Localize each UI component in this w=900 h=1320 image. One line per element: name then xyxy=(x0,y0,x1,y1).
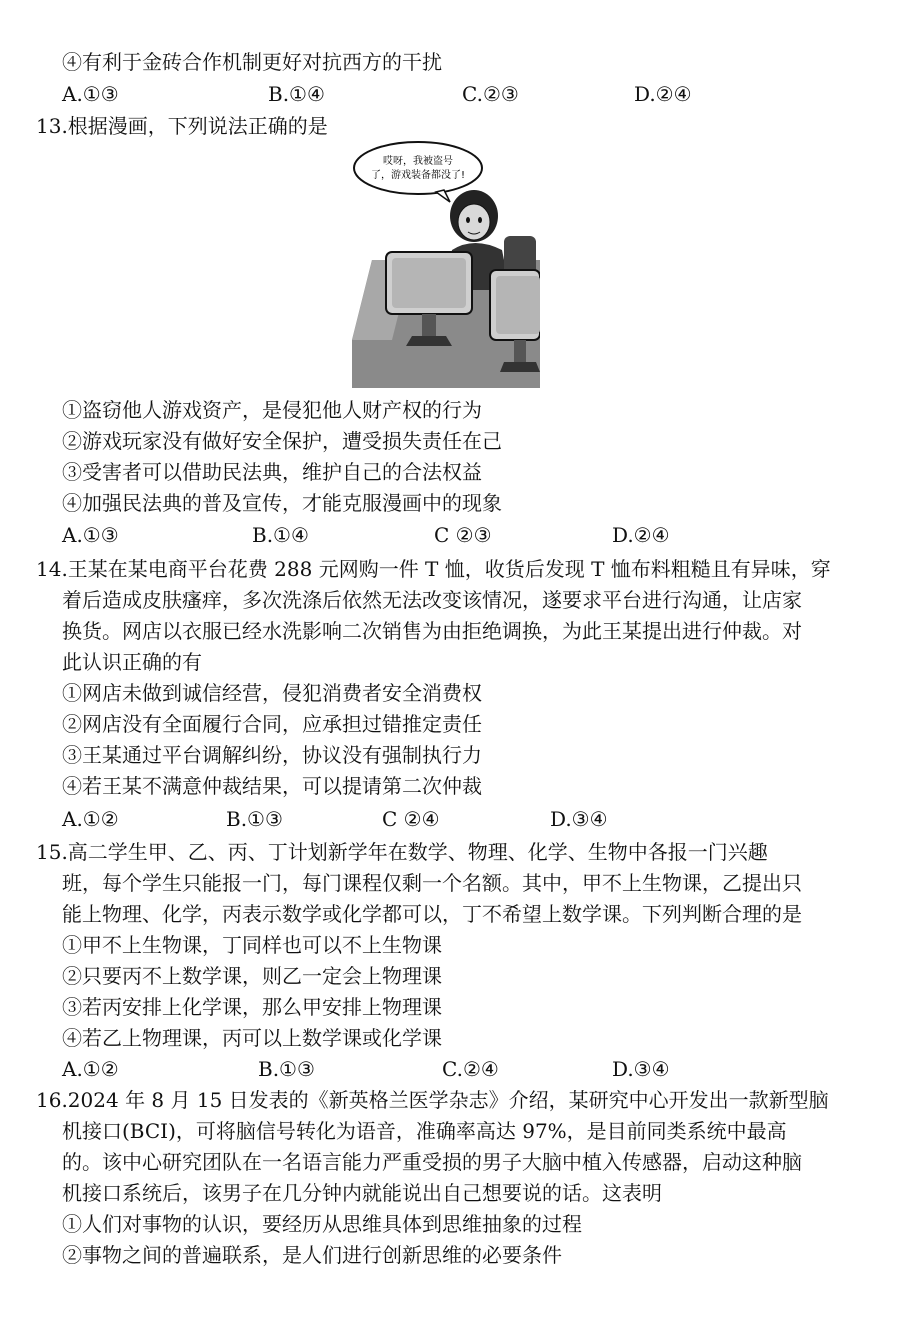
q14-option-b: B.①③ xyxy=(226,807,283,831)
q15-stem-line-3: 能上物理、化学，丙表示数学或化学都可以，丁不希望上数学课。下列判断合理的是 xyxy=(62,902,802,926)
q14-stem-line-3: 换货。网店以衣服已经水洗影响二次销售为由拒绝调换，为此王某提出进行仲裁。对 xyxy=(62,619,802,643)
q13-option-d: D.②④ xyxy=(612,523,670,547)
q16-stem-line-3: 的。该中心研究团队在一名语言能力严重受损的男子大脑中植入传感器，启动这种脑 xyxy=(62,1150,802,1174)
q15-option-a: A.①② xyxy=(62,1057,119,1081)
q14-option-a: A.①② xyxy=(62,807,119,831)
q16-item-2: ②事物之间的普遍联系，是人们进行创新思维的必要条件 xyxy=(62,1243,562,1267)
q13-item-2: ②游戏玩家没有做好安全保护，遭受损失责任在己 xyxy=(62,429,502,453)
q13-option-b: B.①④ xyxy=(252,523,309,547)
q15-option-c: C.②④ xyxy=(442,1057,499,1081)
q12-option-c: C.②③ xyxy=(462,82,519,106)
q13-option-c: C ②③ xyxy=(434,523,492,547)
q16-stem-line-1: 16.2024 年 8 月 15 日发表的《新英格兰医学杂志》介绍，某研究中心开发出一款新型脑 xyxy=(36,1088,829,1112)
q14-item-2: ②网店没有全面履行合同，应承担过错推定责任 xyxy=(62,712,482,736)
q14-option-c: C ②④ xyxy=(382,807,440,831)
q15-option-b: B.①③ xyxy=(258,1057,315,1081)
q15-item-2: ②只要丙不上数学课，则乙一定会上物理课 xyxy=(62,964,442,988)
q15-stem-line-2: 班，每个学生只能报一门，每门课程仅剩一个名额。其中，甲不上生物课，乙提出只 xyxy=(62,871,802,895)
q16-item-1: ①人们对事物的认识，要经历从思维具体到思维抽象的过程 xyxy=(62,1212,582,1236)
q15-item-1: ①甲不上生物课，丁同样也可以不上生物课 xyxy=(62,933,442,957)
q12-option-b: B.①④ xyxy=(268,82,325,106)
q15-option-d: D.③④ xyxy=(612,1057,670,1081)
q12-item-4: ④有利于金砖合作机制更好对抗西方的干扰 xyxy=(62,50,442,74)
q15-stem-line-1: 15.高二学生甲、乙、丙、丁计划新学年在数学、物理、化学、生物中各报一门兴趣 xyxy=(36,840,768,864)
q14-option-d: D.③④ xyxy=(550,807,608,831)
q14-item-4: ④若王某不满意仲裁结果，可以提请第二次仲裁 xyxy=(62,774,482,798)
cartoon-image xyxy=(352,140,540,388)
q13-item-4: ④加强民法典的普及宣传，才能克服漫画中的现象 xyxy=(62,491,502,515)
q14-stem-line-1: 14.王某在某电商平台花费 288 元网购一件 T 恤，收货后发现 T 恤布料粗糙且有异味，穿 xyxy=(36,557,831,581)
q15-item-4: ④若乙上物理课，丙可以上数学课或化学课 xyxy=(62,1026,442,1050)
q14-stem-line-2: 着后造成皮肤瘙痒，多次洗涤后依然无法改变该情况，遂要求平台进行沟通，让店家 xyxy=(62,588,802,612)
q13-item-1: ①盗窃他人游戏资产，是侵犯他人财产权的行为 xyxy=(62,398,482,422)
q15-item-3: ③若丙安排上化学课，那么甲安排上物理课 xyxy=(62,995,442,1019)
bubble-text-line1: 哎呀，我被盗号 xyxy=(383,156,453,167)
q14-item-3: ③王某通过平台调解纠纷，协议没有强制执行力 xyxy=(62,743,482,767)
bubble-text-line2: 了，游戏装备都没了! xyxy=(370,170,466,181)
q13-stem: 13.根据漫画，下列说法正确的是 xyxy=(36,114,328,138)
q16-stem-line-2: 机接口(BCI)，可将脑信号转化为语音，准确率高达 97%，是目前同类系统中最高 xyxy=(62,1119,787,1143)
q14-stem-line-4: 此认识正确的有 xyxy=(62,650,202,674)
q16-stem-line-4: 机接口系统后，该男子在几分钟内就能说出自己想要说的话。这表明 xyxy=(62,1181,662,1205)
q13-item-3: ③受害者可以借助民法典，维护自己的合法权益 xyxy=(62,460,482,484)
q14-item-1: ①网店未做到诚信经营，侵犯消费者安全消费权 xyxy=(62,681,482,705)
q13-option-a: A.①③ xyxy=(62,523,119,547)
q12-option-a: A.①③ xyxy=(62,82,119,106)
q12-option-d: D.②④ xyxy=(634,82,692,106)
